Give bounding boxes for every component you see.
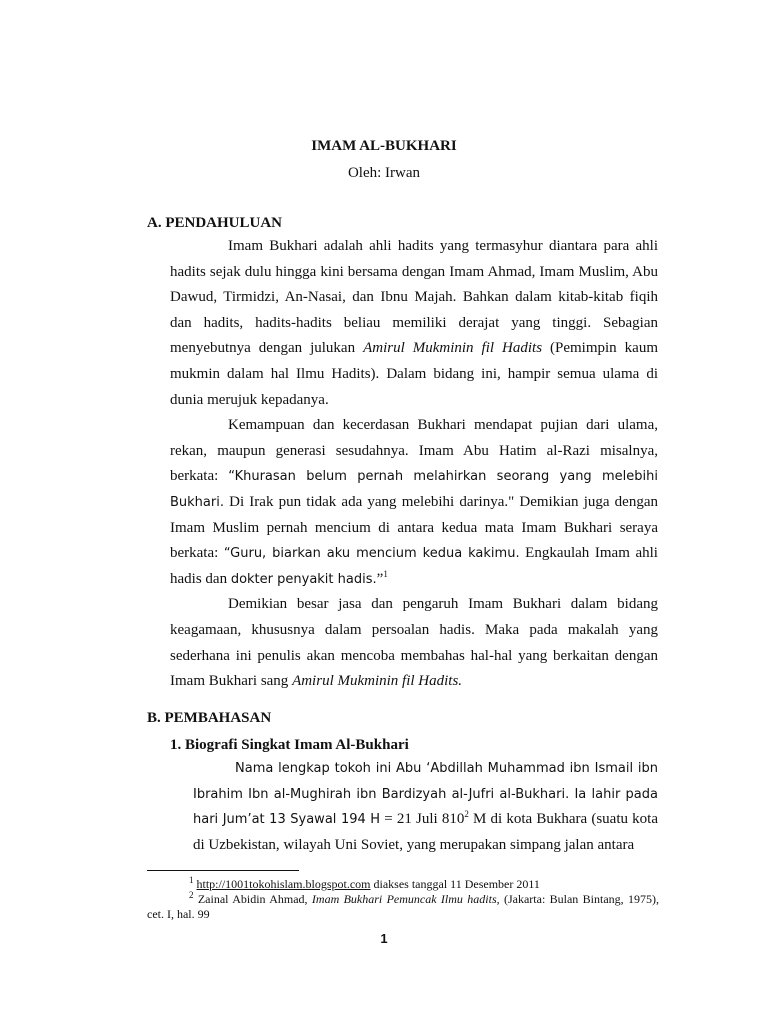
footnote-2 (147, 892, 659, 922)
footnote-link[interactable]: http://1001tokohislam.blogspot.com (196, 877, 371, 891)
subsection-body-biografi (193, 756, 658, 858)
footnote-number: 1 (189, 875, 194, 885)
paragraph-text: Demikian besar jasa dan pengaruh Imam Bukhari dalam bidang keagamaan, khususnya dalam persoalan hadis. Maka pada makalah yang sederhana ini penulis akan mencoba membahas hal-hal yang berkaitan dengan Imam Bukhari sang (170, 596, 658, 690)
paragraph-intro (170, 234, 658, 413)
footnote-divider (147, 870, 299, 871)
italic-term: Amirul Mukminin fil Hadits. (292, 673, 463, 690)
page-number: 1 (380, 931, 388, 946)
paragraph-text: Kemampuan dan kecerdasan Bukhari mendapat pujian dari ulama, rekan, maupun generasi sesudahnya. Imam Abu Hatim al-Razi misalnya, berkata: (170, 417, 658, 485)
footnotes (147, 877, 659, 922)
quote-text: dokter penyakit hadis. (230, 571, 377, 587)
quote-text: “Khurasan belum pernah melahirkan seorang yang melebihi Bukhari. (170, 469, 658, 510)
paragraph-purpose (170, 592, 658, 694)
paragraph-biography (193, 756, 658, 858)
paragraph-text: Di Irak pun tidak ada yang melebihi darinya." Demikian juga dengan Imam Muslim pernah mencium di antara kedua mata Imam Bukhari seraya berkata: (170, 493, 658, 562)
section-heading-pendahuluan: A. PENDAHULUAN (147, 215, 282, 231)
paragraph-praise (170, 413, 658, 592)
paragraph-text: Imam Bukhari adalah ahli hadits yang termasyhur diantara para ahli hadits sejak dulu hingga kini bersama dengan Imam Ahmad, Imam Muslim, Abu Dawud, Tirmidzi, An-Nasai, dan Ibnu Majah. Bahkan dalam kitab-kitab fiqih dan hadits, hadits-hadits beliau memiliki derajat yang tinggi. Sebagian menyebutnya dengan julukan (170, 238, 658, 357)
footnote-marker: 1 (383, 568, 388, 579)
paragraph-text: Engkaulah Imam ahli hadis dan (170, 545, 658, 587)
closing-quote: ” (376, 570, 384, 587)
footnote-text: , (Jakarta: Bulan Bintang, 1975), cet. I, hal. 99 (147, 892, 660, 921)
paragraph-text: (Pemimpin kaum mukmin dalam hal Ilmu Hadits). Dalam bidang ini, hampir semua ulama di dunia merujuk kepadanya. (170, 340, 658, 408)
footnote-text: Zainal Abidin Ahmad, (193, 892, 312, 906)
footnote-number: 2 (189, 890, 194, 900)
paragraph-text: = 21 Juli 810 (380, 811, 465, 828)
quote-text: “Guru, biarkan aku mencium kedua kakimu. (223, 546, 520, 562)
section-heading-pembahasan: B. PEMBAHASAN (147, 710, 272, 726)
document-author: Oleh: Irwan (347, 165, 421, 181)
footnote-title: Imam Bukhari Pemuncak Ilmu hadits (311, 892, 497, 906)
footnote-text: diakses tanggal 11 Desember 2011 (370, 877, 540, 891)
section-body-pendahuluan (170, 234, 658, 695)
paragraph-text: M di kota Bukhara (suatu kota di Uzbekistan, wilayah Uni Soviet, yang merupakan simpang jalan antara (193, 811, 658, 853)
italic-term: Amirul Mukminin fil Hadits (363, 340, 543, 357)
subsection-heading-biografi: 1. Biografi Singkat Imam Al-Bukhari (170, 737, 409, 753)
document-title: IMAM AL-BUKHARI (311, 138, 457, 154)
footnote-marker: 2 (464, 809, 469, 820)
footnote-1 (147, 877, 659, 892)
paragraph-text: Nama lengkap tokoh ini Abu ‘Abdillah Muhammad ibn Ismail ibn Ibrahim Ibn al-Mughirah ibn Bardizyah al-Jufri al-Bukhari. Ia lahir pada hari Jum’at 13 Syawal 194 H (193, 761, 658, 828)
